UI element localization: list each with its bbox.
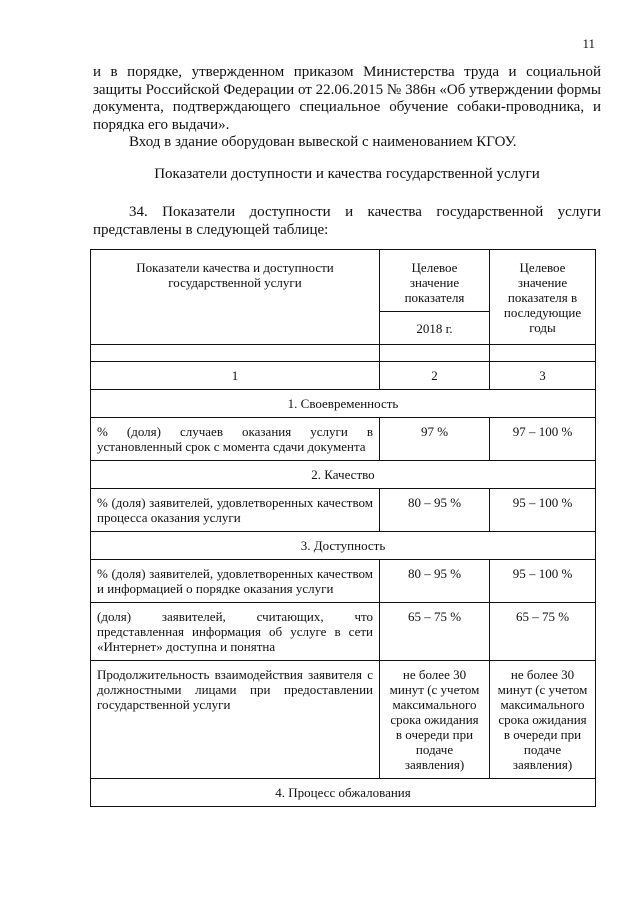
value-2018-cell: 65 – 75 % [380, 603, 490, 661]
section-row [91, 779, 596, 807]
value-2018-cell: 97 % [380, 418, 490, 461]
header-target-value: Целевое значение показателя [380, 250, 490, 312]
intro-paragraph-2: Вход в здание оборудован вывеской с наименованием КГОУ. [129, 134, 517, 150]
value-2018-cell: 80 – 95 % [380, 489, 490, 532]
indicator-cell: % (доля) случаев оказания услуги в установленный срок с момента сдачи документа [91, 418, 380, 461]
section-row [91, 461, 596, 489]
indicator-cell: (доля) заявителей, считающих, что представленная информация об услуге в сети «Интернет» доступна и понятна [91, 603, 380, 661]
indicator-cell: % (доля) заявителей, удовлетворенных качеством процесса оказания услуги [91, 489, 380, 532]
value-future-cell: не более 30 минут (с учетом максимального срока ожидания в очереди при подаче заявления) [490, 661, 596, 779]
column-number: 3 [490, 362, 596, 390]
indicators-table [90, 249, 596, 807]
section-row [91, 390, 596, 418]
table-row [91, 603, 596, 661]
indicator-cell: Продолжительность взаимодействия заявителя с должностными лицами при предоставлении государственной услуги [91, 661, 380, 779]
header-indicator: Показатели качества и доступности государственной услуги [91, 250, 380, 345]
value-2018-cell: не более 30 минут (с учетом максимального срока ожидания в очереди при подаче заявления) [380, 661, 490, 779]
section-heading: Показатели доступности и качества государственной услуги [154, 166, 540, 182]
section-title: 1. Своевременность [91, 390, 596, 418]
section-row [91, 532, 596, 560]
table-header-row [91, 250, 596, 312]
value-future-cell: 97 – 100 % [490, 418, 596, 461]
value-2018-cell: 80 – 95 % [380, 560, 490, 603]
section-title: 3. Доступность [91, 532, 596, 560]
table-gap [91, 345, 596, 362]
column-number: 1 [91, 362, 380, 390]
table-number-row [91, 362, 596, 390]
paragraph-34: 34. Показатели доступности и качества государственной услуги представлены в следующей таблице: [93, 204, 601, 238]
value-future-cell: 95 – 100 % [490, 560, 596, 603]
value-future-cell: 95 – 100 % [490, 489, 596, 532]
intro-paragraph-1: и в порядке, утвержденном приказом Министерства труда и социальной защиты Российской Федерации от 22.06.2015 № 386н «Об утверждении формы документа, подтверждающего специальное обучение собаки-проводника, и порядка его выдачи». [93, 64, 601, 133]
table-row [91, 489, 596, 532]
header-year: 2018 г. [380, 312, 490, 345]
intro-text [93, 64, 601, 152]
section-title: 4. Процесс обжалования [91, 779, 596, 807]
table-row [91, 418, 596, 461]
section-title: 2. Качество [91, 461, 596, 489]
table-row [91, 661, 596, 779]
table-row [91, 560, 596, 603]
page-number: 11 [582, 36, 595, 51]
value-future-cell: 65 – 75 % [490, 603, 596, 661]
header-target-future: Целевое значение показателя в последующие годы [490, 250, 596, 345]
indicator-cell: % (доля) заявителей, удовлетворенных качеством и информацией о порядке оказания услуги [91, 560, 380, 603]
column-number: 2 [380, 362, 490, 390]
